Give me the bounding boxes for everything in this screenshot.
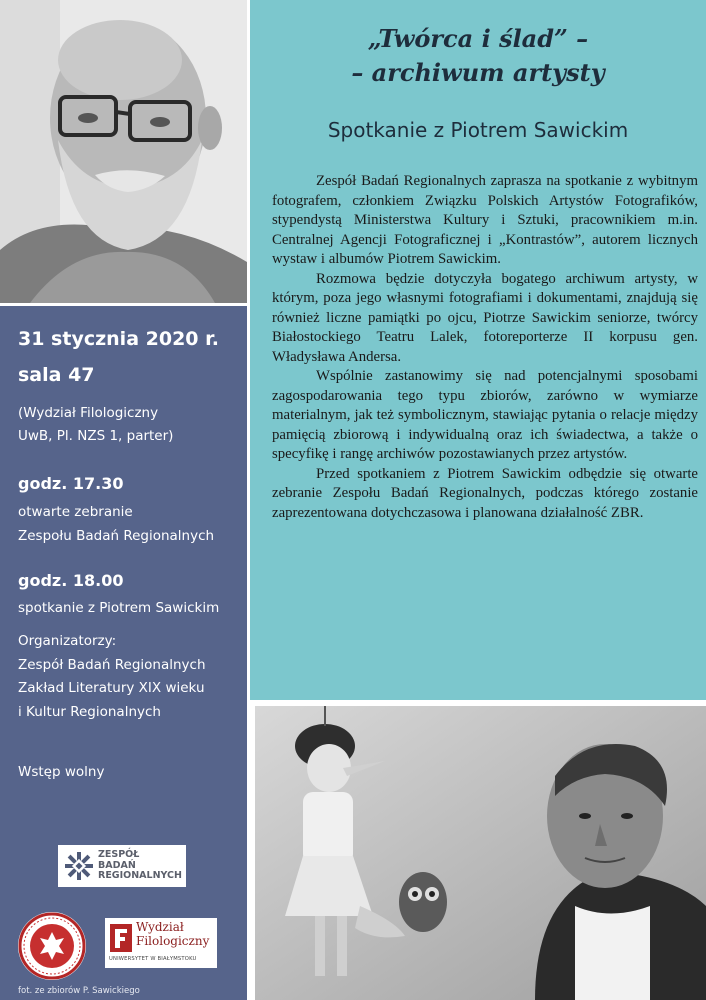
poster-subtitle: Spotkanie z Piotrem Sawickim (327, 118, 629, 142)
paragraph-archive: Rozmowa będzie dotyczyła bogatego archiwum artysty, w którym, poza jego własnymi fotografiami i dokumentami, znajdują się również liczne pamiątki po ojcu, Piotrze Sawickim seniorze, twórcy Białostockiego Teatru Lalek, fotoreporterze II korpusu gen. Władysława Andersa. (272, 270, 698, 365)
schedule-desc-2 (18, 596, 219, 620)
photo-credit: fot. ze zbiorów P. Sawickiego (18, 986, 140, 996)
university-seal (18, 912, 86, 980)
zbr-line-1: ZESPÓŁ (98, 849, 140, 861)
faculty-line-1: Wydział (136, 920, 184, 934)
snowflake-icon (64, 851, 94, 881)
location-line-2: UwB, Pl. NZS 1, parter) (18, 428, 174, 444)
schedule-time-1: godz. 17.30 (18, 474, 124, 493)
event-location (18, 402, 173, 448)
paragraph-discussion: Wspólnie zastanowimy się nad potencjalnymi sposobami zagospodarowania tego typu zbiorów, zarówno w wymiarze materialnym, jak też symbolicznym, stawiając pytania o relacje między pamięcią zbiorową i indywidualną oraz ich świadectwa, a także o specyfikę i rangę archiwów pozostawianych przez artystów. (272, 368, 698, 462)
title-line-1: „Twórca i ślad” – (367, 24, 589, 53)
organizers (18, 630, 206, 724)
location-line-1: (Wydział Filologiczny (18, 405, 159, 421)
description-panel (250, 0, 706, 700)
event-room: sala 47 (18, 364, 95, 386)
zbr-line-3: REGIONALNYCH (98, 870, 182, 882)
schedule-desc-2-line-1: spotkanie z Piotrem Sawickim (18, 600, 220, 616)
faculty-name (136, 920, 209, 948)
schedule-desc-1-line-2: Zespołu Badań Regionalnych (18, 528, 215, 544)
eagle-seal-icon (18, 912, 86, 980)
schedule-desc-1-line-1: otwarte zebranie (18, 504, 133, 520)
portrait-photo (0, 0, 247, 303)
zbr-logo (58, 845, 186, 887)
organizer-line-3: i Kultur Regionalnych (18, 703, 161, 720)
paragraph-meeting: Przed spotkaniem z Piotrem Sawickim odbędzie się otwarte zebranie Zespołu Badań Regionalnych, podczas którego zostanie zaprezentowana dotychczasowa i planowana działalność ZBR. (272, 465, 698, 521)
title-line-2: – archiwum artysty (351, 58, 605, 87)
faculty-logo (105, 918, 217, 968)
event-date: 31 stycznia 2020 r. (18, 328, 220, 350)
zbr-logo-text (98, 850, 182, 882)
faculty-mark-icon (110, 924, 132, 952)
event-info-panel (0, 306, 247, 1000)
paragraph-invitation: Zespół Badań Regionalnych zaprasza na spotkanie z wybitnym fotografem, członkiem Związku Polskich Artystów Fotografików, stypendystą Ministerstwa Kultury i Sztuki, pracownikiem m.in. Centralnej Agencji Fotograficznej i „Kontrastów”, autorem licznych wystaw i albumów Piotrem Sawickim. (272, 173, 698, 267)
body-text (272, 172, 698, 523)
zbr-line-2: BADAŃ (98, 859, 136, 871)
schedule-desc-1 (18, 500, 214, 548)
archival-illustration (255, 706, 706, 1000)
faculty-line-2: Filologiczny (136, 934, 210, 948)
organizer-line-1: Zespół Badań Regionalnych (18, 656, 206, 673)
entry-note: Wstęp wolny (18, 764, 105, 780)
organizer-line-2: Zakład Literatury XIX wieku (18, 680, 205, 696)
schedule-time-2: godz. 18.00 (18, 571, 124, 590)
organizers-heading: Organizatorzy: (18, 633, 117, 649)
portrait-illustration (0, 0, 247, 303)
faculty-university: UNIWERSYTET W BIAŁYMSTOKU (109, 956, 197, 962)
poster-title (250, 22, 706, 90)
archival-photo (255, 706, 706, 1000)
